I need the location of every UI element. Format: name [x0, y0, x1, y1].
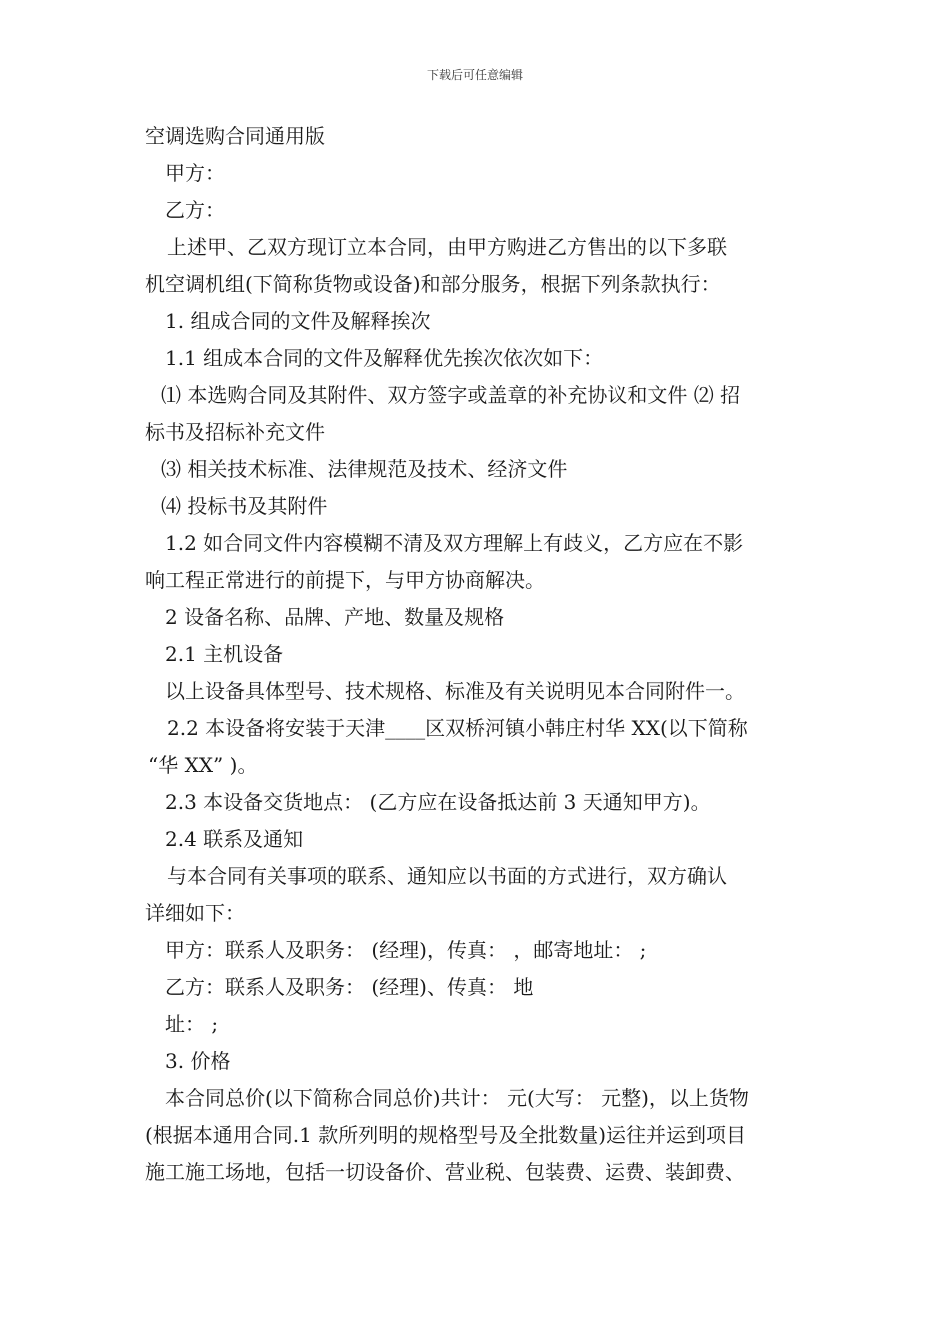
section-heading: 1. 组成合同的文件及解释挨次: [165, 309, 431, 333]
paragraph-line: 响工程正常进行的前提下，与甲方协商解决。: [145, 568, 545, 592]
section-heading: 3. 价格: [165, 1049, 231, 1073]
paragraph-line: 本合同总价(以下简称合同总价)共计： 元(大写： 元整)，以上货物: [165, 1086, 749, 1110]
paragraph-line: 与本合同有关事项的联系、通知应以书面的方式进行，双方确认: [167, 864, 727, 888]
document-body: [145, 118, 825, 1191]
paragraph-line: 详细如下：: [145, 901, 245, 925]
contact-party-b-address: 址： ;: [165, 1012, 219, 1036]
subsection-heading: 1.1 组成本合同的文件及解释优先挨次依次如下：: [165, 346, 604, 370]
list-item: ⑷ 投标书及其附件: [161, 494, 328, 518]
paragraph-line: 施工施工场地，包括一切设备价、营业税、包装费、运费、装卸费、: [145, 1160, 745, 1184]
subsection-paragraph: 1.2 如合同文件内容模糊不清及双方理解上有歧义，乙方应在不影: [165, 531, 744, 555]
subsection-paragraph: 2.2 本设备将安装于天津____区双桥河镇小韩庄村华 XX(以下简称: [167, 716, 748, 740]
paragraph-line: 以上设备具体型号、技术规格、标准及有关说明见本合同附件一。: [165, 679, 745, 703]
page-header-note: 下载后可任意编辑: [426, 68, 523, 82]
list-item-continuation: 标书及招标补充文件: [145, 420, 325, 444]
contact-party-a: 甲方：联系人及职务： (经理)，传真： ，邮寄地址： ;: [165, 938, 647, 962]
subsection-paragraph: 2.3 本设备交货地点： (乙方应在设备抵达前 3 天通知甲方)。: [165, 790, 711, 814]
party-b-line: 乙方：: [165, 198, 225, 222]
subsection-heading: 2.4 联系及通知: [165, 827, 304, 851]
subsection-heading: 2.1 主机设备: [165, 642, 284, 666]
paragraph-line: 上述甲、乙双方现订立本合同，由甲方购进乙方售出的以下多联: [167, 235, 727, 259]
paragraph-line: “华 XX” )。: [148, 753, 258, 777]
list-item: ⑴ 本选购合同及其附件、双方签字或盖章的补充协议和文件 ⑵ 招: [161, 383, 741, 407]
party-a-line: 甲方：: [165, 161, 225, 185]
paragraph-line: (根据本通用合同.1 款所列明的规格型号及全批数量)运往并运到项目: [145, 1123, 747, 1147]
paragraph-line: 机空调机组(下简称货物或设备)和部分服务，根据下列条款执行：: [145, 272, 721, 296]
contact-party-b: 乙方：联系人及职务： (经理)、传真： 地: [165, 975, 534, 999]
section-heading: 2 设备名称、品牌、产地、数量及规格: [165, 605, 505, 629]
list-item: ⑶ 相关技术标准、法律规范及技术、经济文件: [161, 457, 568, 481]
document-title: 空调选购合同通用版: [145, 124, 325, 148]
